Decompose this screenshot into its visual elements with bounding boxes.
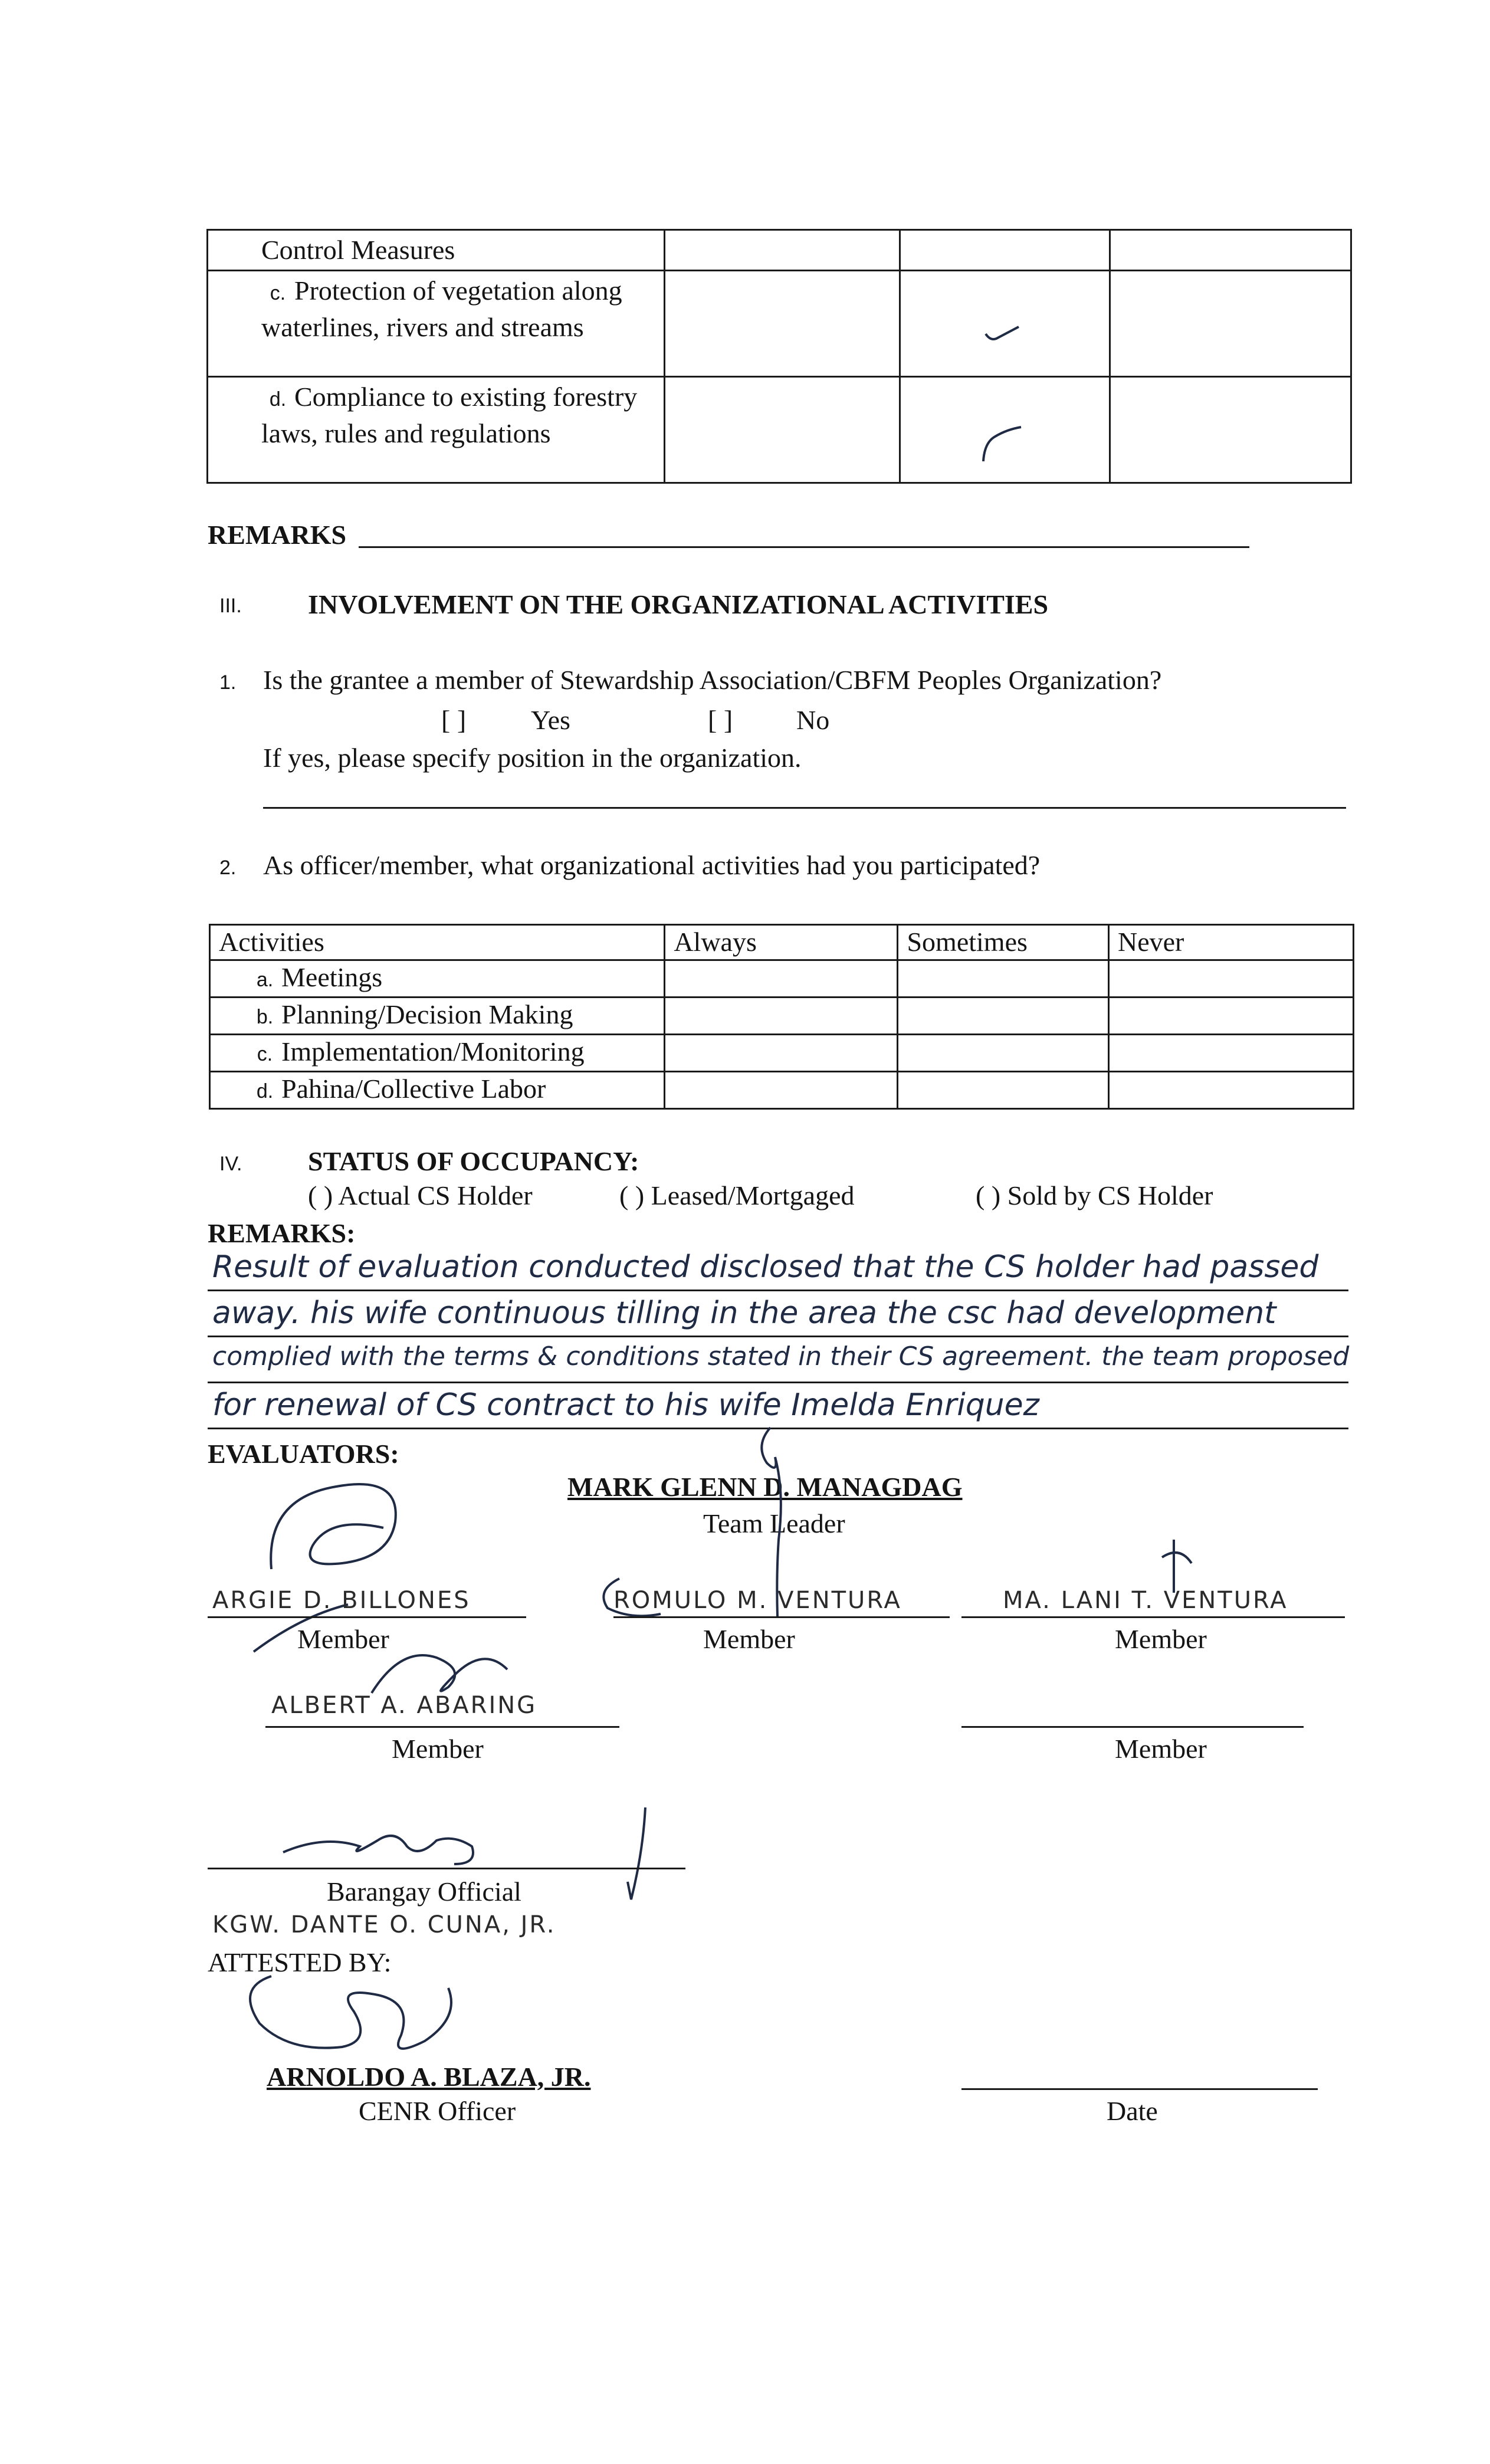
- table-cell: [665, 1035, 898, 1072]
- remarks-line: [359, 546, 1249, 548]
- row-letter: c.: [257, 1043, 273, 1065]
- signature-line: [208, 1616, 526, 1618]
- handwritten-remark-line: away. his wife continuous tilling in the area the csc had development: [212, 1295, 1276, 1331]
- column-header: Never: [1109, 925, 1354, 960]
- row-text: Pahina/Collective Labor: [281, 1074, 546, 1104]
- row-letter: d.: [256, 1080, 274, 1103]
- section-numeral: IV.: [219, 1153, 242, 1175]
- signature-line: [961, 1616, 1345, 1618]
- followup-text: If yes, please specify position in the organization.: [263, 743, 802, 773]
- question-number: 2.: [219, 857, 237, 879]
- activity-label: [210, 1035, 665, 1072]
- occupancy-option-actual[interactable]: ( ) Actual CS Holder: [308, 1180, 533, 1210]
- member-name: ALBERT A. ABARING: [271, 1692, 537, 1719]
- member-name: ARGIE D. BILLONES: [212, 1587, 471, 1614]
- remarks-rule: [208, 1290, 1348, 1291]
- table-cell: [1109, 998, 1354, 1035]
- remarks-rule: [208, 1382, 1348, 1383]
- no-label: No: [796, 705, 830, 735]
- table-cell: [1109, 1072, 1354, 1109]
- activity-label: [210, 998, 665, 1035]
- section-numeral: III.: [219, 595, 242, 617]
- barangay-official-name: KGW. DANTE O. CUNA, JR.: [212, 1911, 556, 1938]
- row-letter: d.: [269, 388, 287, 411]
- table-cell: [665, 998, 898, 1035]
- checkmark-cell: [900, 377, 1110, 483]
- signature-line: [613, 1616, 950, 1618]
- table-row-label: [208, 271, 665, 377]
- signature-line: [961, 1726, 1304, 1728]
- member-name: ROMULO M. VENTURA: [613, 1587, 902, 1614]
- member-name: MA. LANI T. VENTURA: [1003, 1587, 1288, 1614]
- checkmark-cell: [900, 271, 1110, 377]
- member-role: Member: [703, 1624, 795, 1654]
- no-checkbox[interactable]: [ ]: [708, 705, 733, 735]
- table-cell: [1110, 271, 1351, 377]
- row-letter: a.: [256, 969, 274, 991]
- control-measures-table: [206, 229, 1352, 484]
- activity-label: [210, 1072, 665, 1109]
- table-cell: [665, 230, 900, 271]
- check-mark-icon: [619, 1805, 667, 1911]
- handwritten-remark-line: for renewal of CS contract to his wife Imelda Enriquez: [212, 1387, 1039, 1423]
- signature-line: [208, 1868, 685, 1869]
- cenr-officer-role: CENR Officer: [359, 2096, 516, 2126]
- table-cell: [665, 960, 898, 998]
- date-label: Date: [1107, 2096, 1158, 2126]
- question-text: As officer/member, what organizational activities had you participated?: [263, 850, 1041, 880]
- question-number: 1.: [219, 671, 237, 694]
- activity-label: [210, 960, 665, 998]
- section-title: STATUS OF OCCUPANCY:: [308, 1146, 639, 1176]
- row-text: Compliance to existing forestry laws, rules and regulations: [261, 382, 638, 448]
- remarks-label: REMARKS:: [208, 1218, 356, 1248]
- evaluators-label: EVALUATORS:: [208, 1439, 399, 1469]
- question-text: Is the grantee a member of Stewardship Association/CBFM Peoples Organization?: [263, 665, 1162, 695]
- remarks-rule: [208, 1336, 1348, 1337]
- table-cell: [898, 1072, 1109, 1109]
- row-letter: c.: [270, 282, 286, 304]
- member-signature: [1156, 1534, 1203, 1605]
- remarks-label: REMARKS: [208, 520, 347, 550]
- occupancy-option-sold[interactable]: ( ) Sold by CS Holder: [976, 1180, 1213, 1210]
- row-text: Implementation/Monitoring: [281, 1036, 585, 1067]
- table-cell: [898, 998, 1109, 1035]
- row-text: Meetings: [281, 962, 383, 992]
- table-cell: [665, 271, 900, 377]
- signature-line: [265, 1726, 619, 1728]
- member-role: Member: [1115, 1624, 1207, 1654]
- column-header: Sometimes: [898, 925, 1109, 960]
- handwritten-remark-line: Result of evaluation conducted disclosed that the CS holder had passed: [212, 1249, 1319, 1285]
- table-cell: [898, 1035, 1109, 1072]
- column-header: Always: [665, 925, 898, 960]
- section-title: INVOLVEMENT ON THE ORGANIZATIONAL ACTIVITIES: [308, 589, 1049, 619]
- member-role: Member: [392, 1734, 484, 1764]
- control-measures-header: Control Measures: [208, 230, 665, 271]
- attested-label: ATTESTED BY:: [208, 1947, 392, 1977]
- team-leader-role: Team Leader: [703, 1508, 845, 1538]
- activities-table: [209, 924, 1354, 1110]
- table-cell: [1110, 230, 1351, 271]
- yes-label: Yes: [531, 705, 570, 735]
- check-mark-icon: [977, 425, 1030, 466]
- team-leader-name: MARK GLENN D. MANAGDAG: [567, 1472, 963, 1502]
- row-text: Planning/Decision Making: [281, 999, 573, 1029]
- check-mark-icon: [983, 321, 1030, 344]
- row-text: Protection of vegetation along waterlines, rivers and streams: [261, 275, 622, 342]
- table-cell: [665, 377, 900, 483]
- yes-checkbox[interactable]: [ ]: [441, 705, 467, 735]
- member-role: Member: [297, 1624, 389, 1654]
- date-line: [961, 2088, 1318, 2090]
- cenr-officer-signature: [236, 1953, 495, 2071]
- member-role: Member: [1115, 1734, 1207, 1764]
- table-cell: [1109, 1035, 1354, 1072]
- table-cell: [900, 230, 1110, 271]
- table-cell: [1109, 960, 1354, 998]
- barangay-role: Barangay Official: [327, 1876, 521, 1907]
- cenr-officer-name: ARNOLDO A. BLAZA, JR.: [267, 2062, 591, 2092]
- table-cell: [1110, 377, 1351, 483]
- row-letter: b.: [256, 1006, 274, 1028]
- table-cell: [898, 960, 1109, 998]
- table-row-label: [208, 377, 665, 483]
- table-cell: [665, 1072, 898, 1109]
- handwritten-remark-line: complied with the terms & conditions stated in their CS agreement. the team proposed: [212, 1341, 1350, 1372]
- column-header: Activities: [210, 925, 665, 960]
- occupancy-option-leased[interactable]: ( ) Leased/Mortgaged: [619, 1180, 855, 1210]
- position-line: [263, 807, 1346, 809]
